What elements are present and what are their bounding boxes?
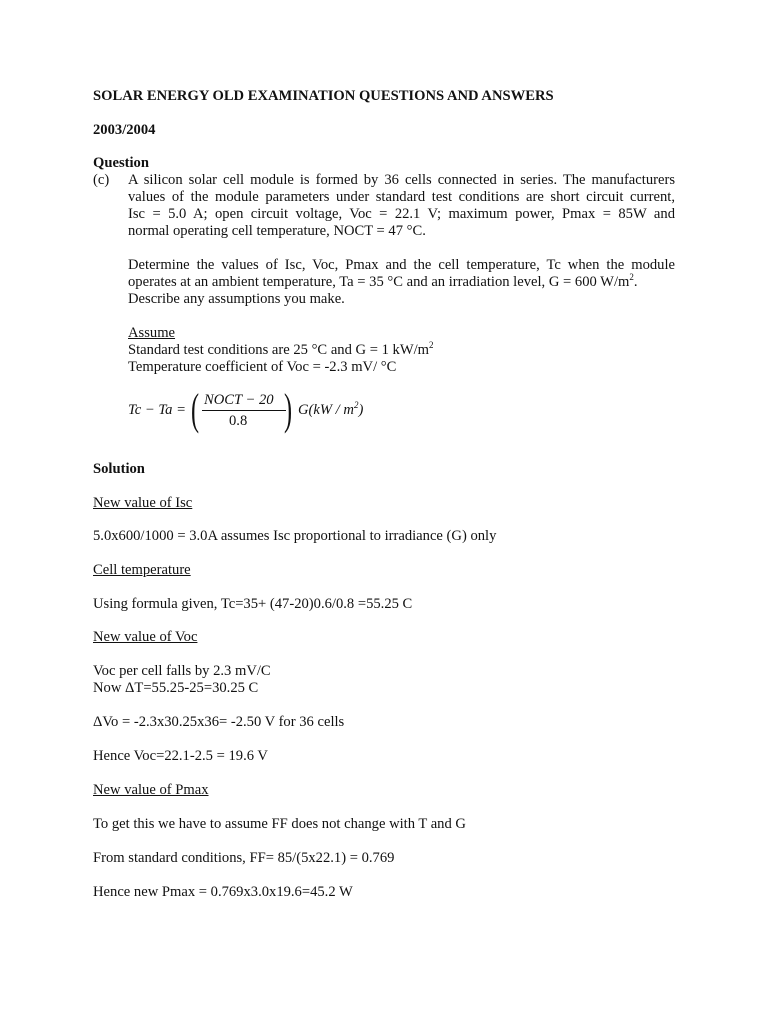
assume-line-2: Temperature coefficient of Voc = -2.3 mV/ °C [128, 359, 397, 375]
solution-heading: Solution [93, 461, 145, 477]
year-heading: 2003/2004 [93, 122, 156, 138]
pmax-line-2: From standard conditions, FF= 85/(5x22.1) = 0.769 [93, 850, 395, 866]
formula-numerator: NOCT − 20 [204, 392, 274, 408]
question-heading: Question [93, 155, 149, 171]
determine-line-3: Describe any assumptions you make. [128, 291, 345, 307]
formula-rhs-text: G(kW / m [298, 402, 354, 418]
formula-denominator: 0.8 [229, 413, 248, 429]
assume-heading: Assume [128, 325, 176, 341]
voc-line-4: Hence Voc=22.1-2.5 = 19.6 V [93, 748, 268, 764]
determine-line-2 [128, 274, 638, 291]
voc-line-2: Now ΔT=55.25-25=30.25 C [93, 680, 259, 696]
assume-line-1-text: Standard test conditions are 25 °C and G = 1 kW/m [128, 342, 430, 358]
cell-temperature-text: Using formula given, Tc=35+ (47-20)0.6/0.8 =55.25 C [93, 596, 413, 612]
question-label: (c) [93, 172, 110, 188]
determine-line-2-sup: 2 [629, 272, 634, 282]
formula-right-paren: ) [284, 385, 293, 434]
formula-rhs-close: ) [358, 402, 364, 418]
formula-rhs-sup: 2 [353, 400, 359, 410]
formula-lhs: Tc − Ta = [128, 402, 186, 418]
formula-rhs [298, 402, 363, 419]
formula-left-paren: ( [191, 385, 200, 434]
isc-text: 5.0x600/1000 = 3.0A assumes Isc proportional to irradiance (G) only [93, 528, 497, 544]
pmax-line-3: Hence new Pmax = 0.769x3.0x19.6=45.2 W [93, 884, 353, 900]
determine-line-2-tail: . [633, 274, 638, 290]
voc-heading: New value of Voc [93, 629, 198, 645]
determine-line-1: Determine the values of Isc, Voc, Pmax and the cell temperature, Tc when the module [128, 257, 675, 273]
question-line-1: A silicon solar cell module is formed by 36 cells connected in series. The manufacturers [128, 172, 675, 188]
question-line-4: normal operating cell temperature, NOCT = 47 °C. [128, 223, 426, 239]
assume-line-1 [128, 342, 434, 359]
formula-fraction-bar [202, 410, 286, 411]
voc-line-1: Voc per cell falls by 2.3 mV/C [93, 663, 271, 679]
pmax-line-1: To get this we have to assume FF does not change with T and G [93, 816, 466, 832]
determine-line-2-text: operates at an ambient temperature, Ta = 35 °C and an irradiation level, G = 600 W/m [128, 274, 630, 290]
voc-line-3: ΔVo = -2.3x30.25x36= -2.50 V for 36 cells [93, 714, 345, 730]
question-line-2: values of the module parameters under standard test conditions are short circuit current, [128, 189, 675, 205]
cell-temperature-formula [128, 385, 388, 438]
pmax-heading: New value of Pmax [93, 782, 209, 798]
isc-heading: New value of Isc [93, 495, 193, 511]
question-line-3: Isc = 5.0 A; open circuit voltage, Voc = 22.1 V; maximum power, Pmax = 85W and [128, 206, 675, 222]
document-title: SOLAR ENERGY OLD EXAMINATION QUESTIONS AND ANSWERS [93, 88, 554, 104]
assume-line-1-sup: 2 [429, 340, 434, 350]
cell-temperature-heading: Cell temperature [93, 562, 191, 578]
